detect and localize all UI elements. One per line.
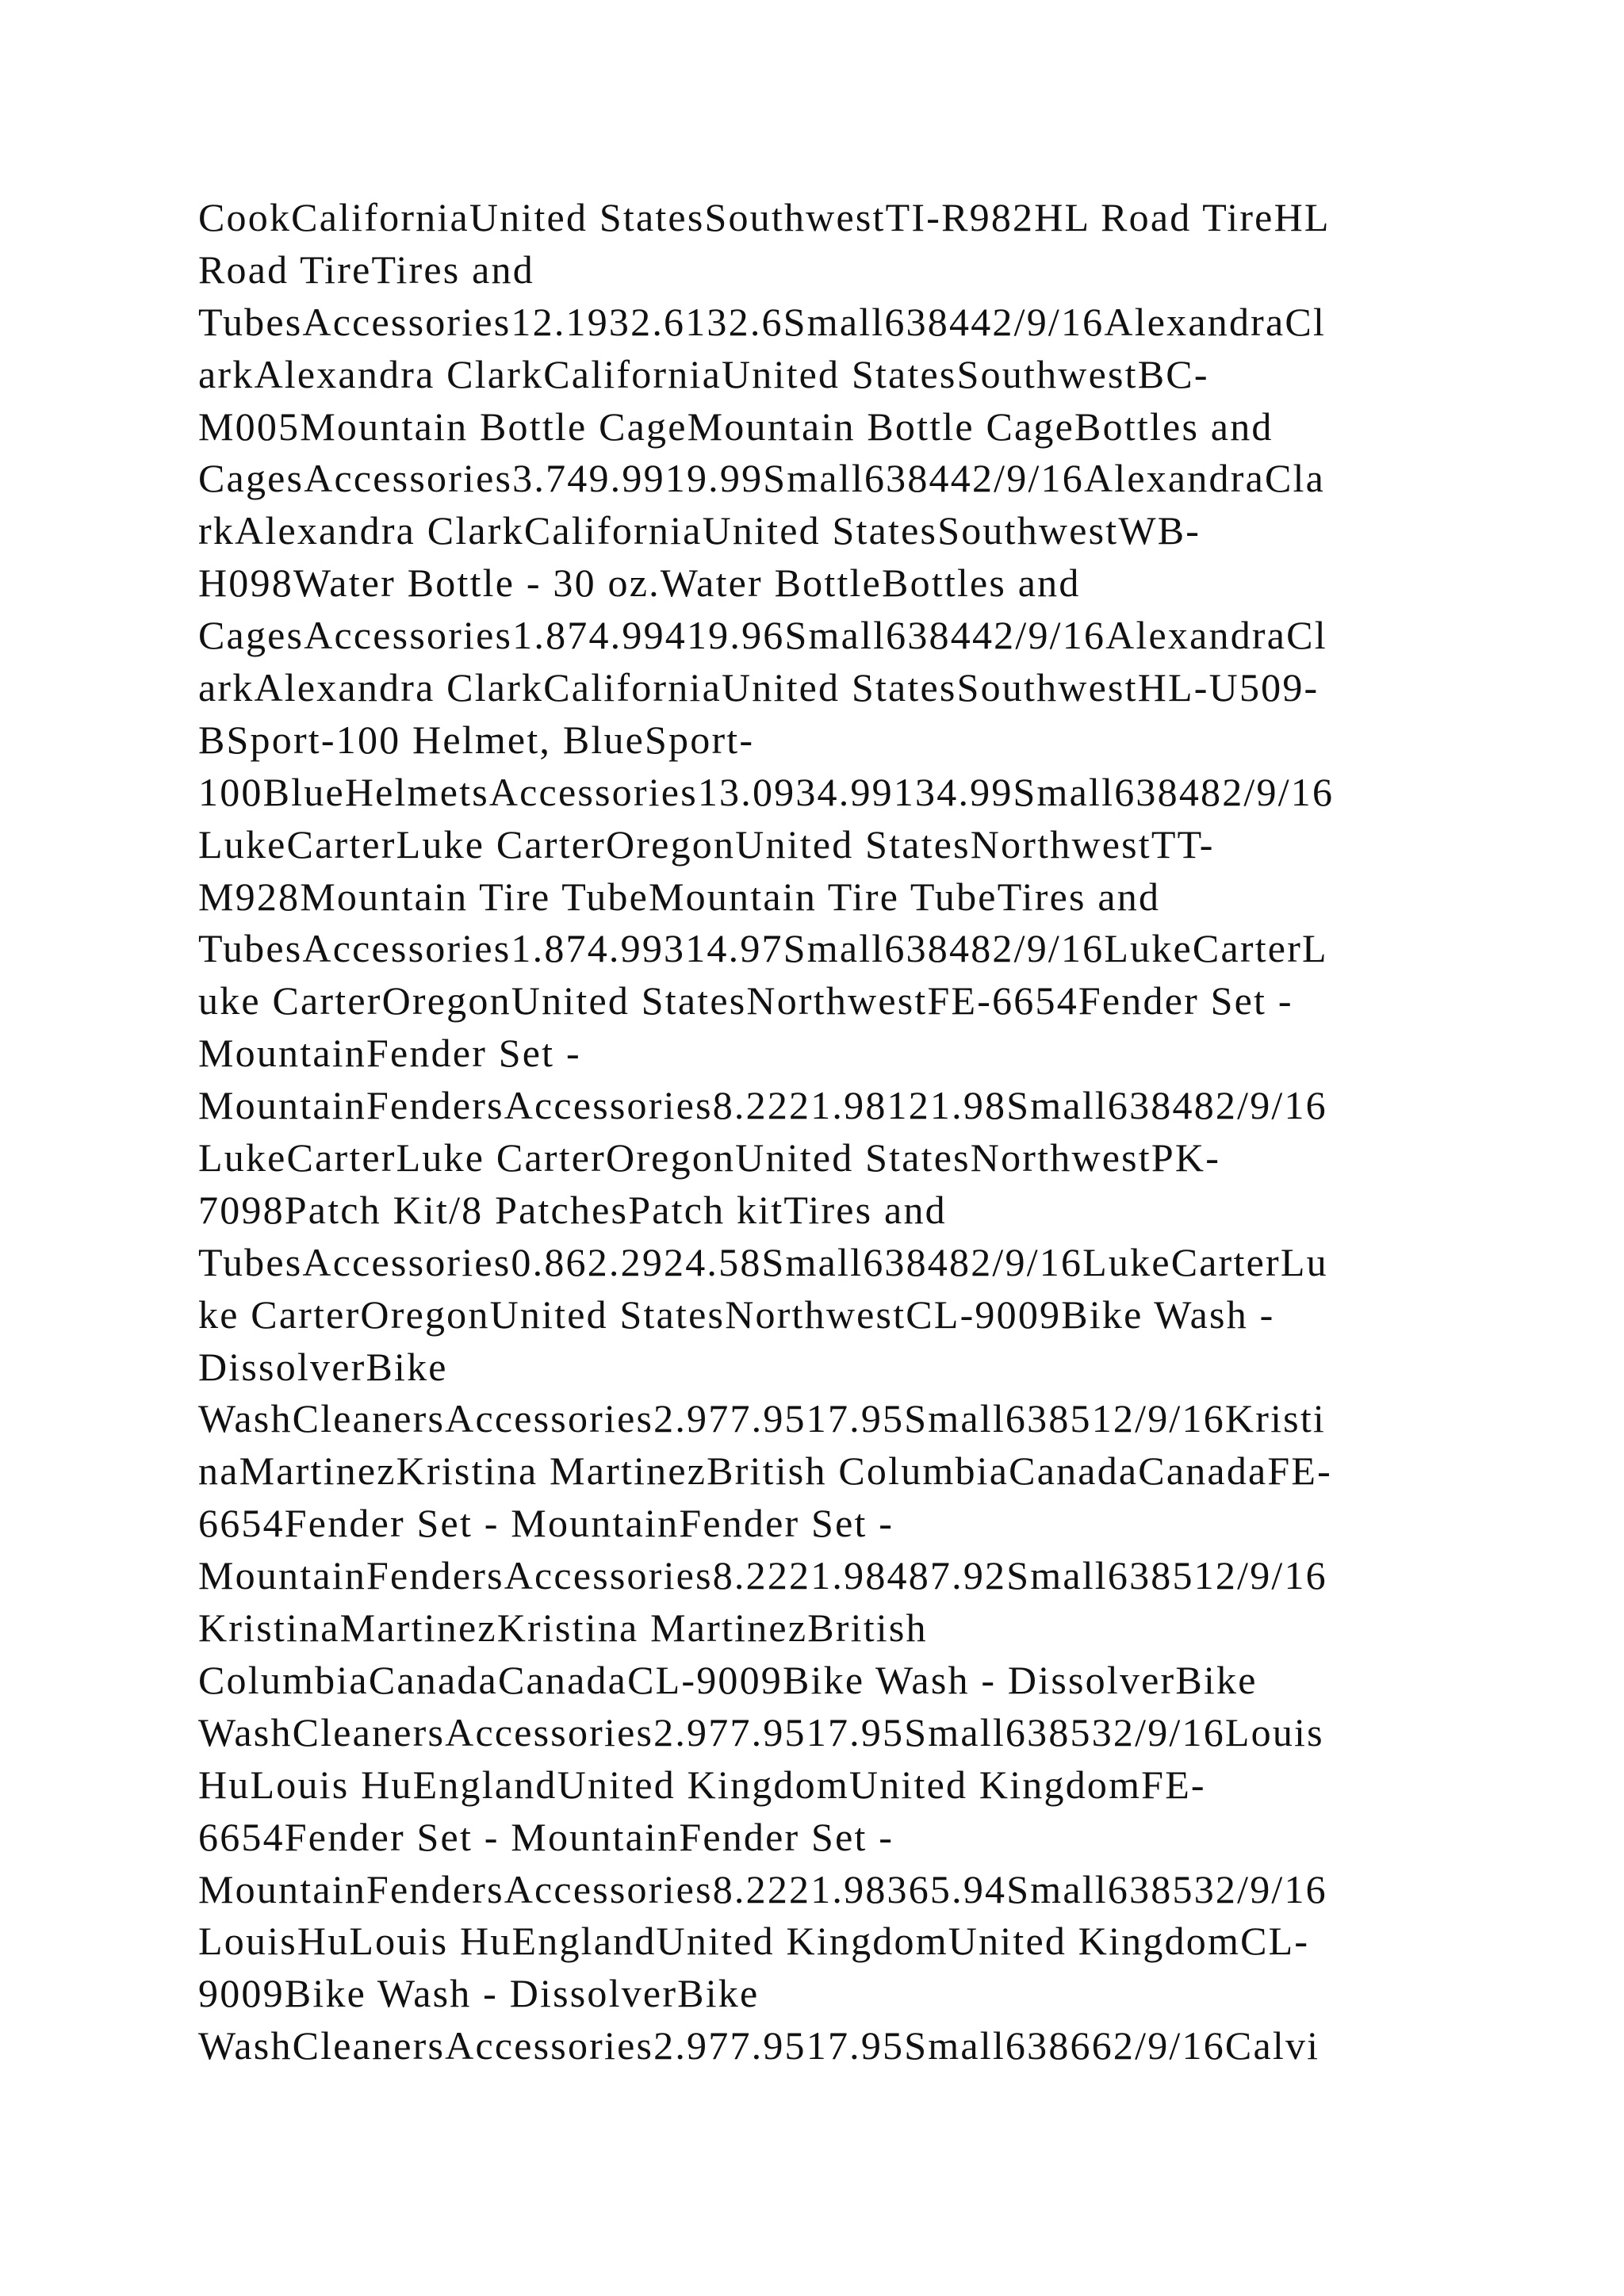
text-line: MountainFendersAccessories8.2221.98121.98Small638482/9/16 [198, 1083, 1327, 1128]
text-line: Road TireTires and [198, 247, 534, 292]
text-line: M005Mountain Bottle CageMountain Bottle CageBottles and [198, 404, 1274, 449]
text-line: M928Mountain Tire TubeMountain Tire TubeTires and [198, 874, 1161, 919]
text-line: MountainFender Set - [198, 1031, 581, 1076]
text-line: HuLouis HuEnglandUnited KingdomUnited KingdomFE- [198, 1762, 1206, 1807]
text-line: TubesAccessories12.1932.6132.6Small638442/9/16AlexandraCl [198, 299, 1327, 344]
text-line: 7098Patch Kit/8 PatchesPatch kitTires and [198, 1187, 947, 1232]
text-line: 6654Fender Set - MountainFender Set - [198, 1501, 894, 1546]
text-line: ColumbiaCanadaCanadaCL-9009Bike Wash - DissolverBike [198, 1657, 1258, 1702]
text-line: WashCleanersAccessories2.977.9517.95Small638532/9/16Louis [198, 1709, 1324, 1755]
text-line: ke CarterOregonUnited StatesNorthwestCL-9009Bike Wash - [198, 1292, 1275, 1337]
text-line: rkAlexandra ClarkCaliforniaUnited StatesSouthwestWB- [198, 508, 1201, 553]
text-line: 9009Bike Wash - DissolverBike [198, 1971, 760, 2016]
text-line: CookCaliforniaUnited StatesSouthwestTI-R982HL Road TireHL [198, 195, 1331, 239]
body-text [198, 192, 1435, 2072]
text-line: DissolverBike [198, 1344, 448, 1389]
text-line: naMartinezKristina MartinezBritish ColumbiaCanadaCanadaFE- [198, 1448, 1333, 1494]
text-line: LukeCarterLuke CarterOregonUnited StatesNorthwestTT- [198, 821, 1215, 867]
text-line: CagesAccessories3.749.9919.99Small638442/9/16AlexandraCla [198, 456, 1326, 501]
text-line: arkAlexandra ClarkCaliforniaUnited StatesSouthwestHL-U509- [198, 665, 1320, 710]
text-line: 100BlueHelmetsAccessories13.0934.99134.99Small638482/9/16 [198, 769, 1335, 814]
text-line: MountainFendersAccessories8.2221.98365.94Small638532/9/16 [198, 1866, 1327, 1911]
text-line: BSport-100 Helmet, BlueSport- [198, 717, 755, 762]
text-line: LouisHuLouis HuEnglandUnited KingdomUnited KingdomCL- [198, 1919, 1310, 1964]
text-line: arkAlexandra ClarkCaliforniaUnited StatesSouthwestBC- [198, 351, 1209, 396]
text-line: uke CarterOregonUnited StatesNorthwestFE-6654Fender Set - [198, 978, 1293, 1024]
text-line: MountainFendersAccessories8.2221.98487.92Small638512/9/16 [198, 1553, 1327, 1598]
text-line: LukeCarterLuke CarterOregonUnited StatesNorthwestPK- [198, 1135, 1221, 1181]
text-line: TubesAccessories1.874.99314.97Small638482/9/16LukeCarterL [198, 926, 1328, 971]
text-line: CagesAccessories1.874.99419.96Small638442/9/16AlexandraCl [198, 613, 1327, 658]
text-line: KristinaMartinezKristina MartinezBritish [198, 1605, 928, 1651]
text-line: WashCleanersAccessories2.977.9517.95Small638662/9/16Calvi [198, 2023, 1320, 2068]
text-line: WashCleanersAccessories2.977.9517.95Small638512/9/16Kristi [198, 1396, 1327, 1441]
text-line: TubesAccessories0.862.2924.58Small638482/9/16LukeCarterLu [198, 1239, 1328, 1284]
text-line: 6654Fender Set - MountainFender Set - [198, 1814, 894, 1859]
text-line: H098Water Bottle - 30 oz.Water BottleBottles and [198, 561, 1081, 606]
